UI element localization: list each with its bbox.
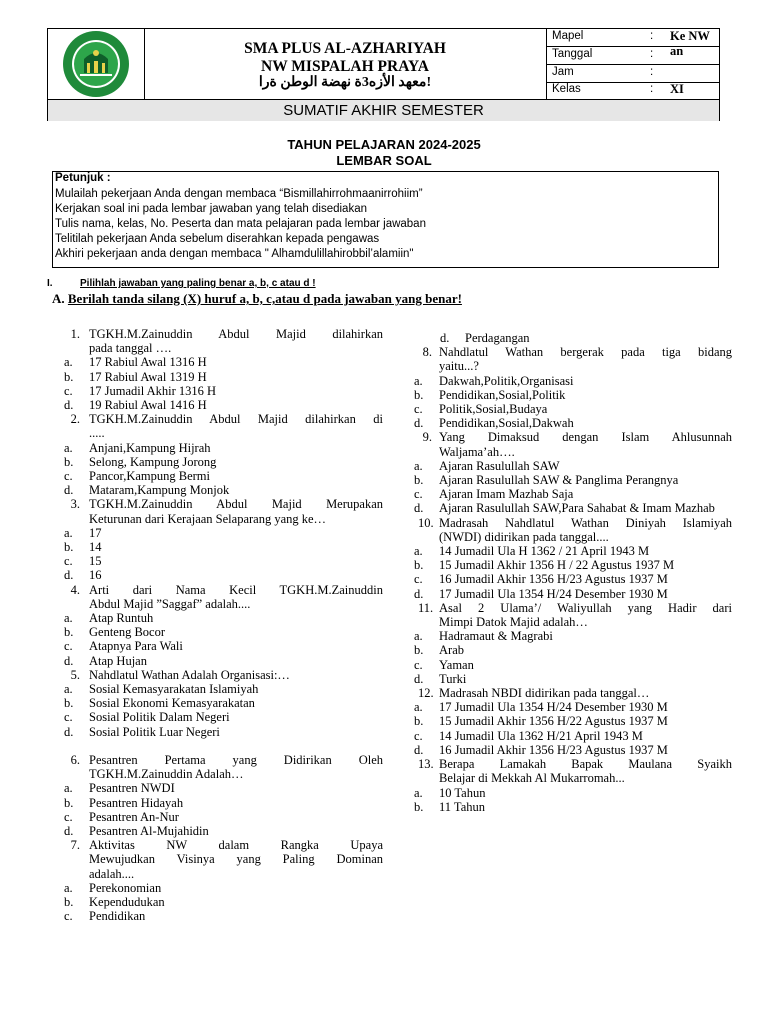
- option-letter: b.: [414, 714, 424, 729]
- option-letter: c.: [414, 402, 423, 417]
- question-text-line: Nahdlatul Wathan Adalah Organisasi:…: [89, 667, 290, 682]
- answer-option: [64, 383, 383, 398]
- answer-option: [414, 544, 732, 559]
- option-text: 17 Rabiul Awal 1316 H: [89, 355, 207, 370]
- option-letter: a.: [414, 373, 423, 388]
- answer-option: [64, 540, 383, 555]
- option-text: Atap Hujan: [89, 653, 147, 668]
- option-text: Pancor,Kampung Bermi: [89, 469, 211, 484]
- answer-option: [414, 416, 732, 431]
- answer-option: [64, 369, 383, 384]
- answer-option: [414, 742, 732, 757]
- answer-option: [64, 653, 383, 668]
- answer-option: [64, 823, 383, 838]
- answer-option: [414, 799, 732, 814]
- section-number: I.: [47, 278, 53, 289]
- option-text: 15 Jumadil Akhir 1356 H / 22 Agustus 1937 M: [439, 558, 675, 573]
- answer-option: [414, 487, 732, 502]
- option-text: Turki: [439, 671, 467, 686]
- info-row-tanggal: [546, 47, 720, 65]
- option-text: 17 Rabiul Awal 1319 H: [89, 369, 207, 384]
- option-text: Genteng Bocor: [89, 625, 166, 640]
- option-letter: a.: [64, 682, 73, 697]
- question-text-line: Berapa Lamakah Bapak Maulana Syaikh: [439, 757, 732, 772]
- school-name-line1: SMA PLUS AL-AZHARIYAH: [244, 40, 446, 57]
- option-letter: d.: [414, 501, 424, 516]
- instruction-line: Akhiri pekerjaan anda dengan membaca " Alhamdulillahirobbil’alamiin": [55, 248, 414, 260]
- instruction-line: Telitilah pekerjaan Anda sebelum diserahkan kepada pengawas: [55, 233, 380, 245]
- option-text: 17 Jumadil Ula 1354 H/24 Desember 1930 M: [439, 700, 668, 715]
- question-text-line: Waljama’ah….: [439, 444, 515, 459]
- answer-option: [64, 639, 383, 654]
- option-text: 15: [89, 554, 102, 569]
- info-colon: :: [650, 48, 654, 60]
- question-stem: [70, 412, 383, 440]
- question-item: [414, 515, 732, 601]
- question-text-line: Mimpi Datok Majid adalah…: [439, 615, 588, 630]
- option-text: 16 Jumadil Akhir 1356 H/23 Agustus 1937 M: [439, 742, 668, 757]
- answer-option: [64, 554, 383, 569]
- instructions-box: [52, 171, 719, 268]
- question-number: 10.: [418, 515, 434, 530]
- question-number: 13.: [418, 757, 434, 772]
- question-stem: [70, 668, 383, 682]
- option-text: Politik,Sosial,Budaya: [439, 402, 548, 417]
- question-text-line: TGKH.M.Zainuddin Adalah…: [89, 767, 244, 782]
- question-number: 7.: [70, 838, 80, 853]
- question-stem: [70, 327, 383, 355]
- option-letter: d.: [64, 398, 74, 413]
- option-text: Pendidikan: [89, 909, 146, 924]
- option-text: Sosial Kemasyarakatan Islamiyah: [89, 682, 259, 697]
- answer-option: [64, 682, 383, 697]
- option-letter: a.: [414, 544, 423, 559]
- question-text-line: Pesantren Pertama yang Didirikan Oleh: [89, 752, 383, 767]
- option-text: Ajaran Imam Mazhab Saja: [439, 487, 574, 502]
- question-item: [414, 686, 732, 757]
- school-name-line2: NW MISPALAH PRAYA: [261, 58, 429, 75]
- info-key: Mapel: [552, 30, 584, 42]
- option-letter: b.: [414, 558, 424, 573]
- question-text-line: Arti dari Nama Kecil TGKH.M.Zainuddin: [89, 582, 383, 597]
- question-text-line: Belajar di Mekkah Al Mukarromah...: [439, 771, 625, 786]
- spacer: [70, 739, 383, 753]
- option-text: 11 Tahun: [439, 799, 485, 814]
- question-number: 2.: [70, 412, 80, 427]
- option-letter: c.: [64, 554, 73, 569]
- option-text: Sosial Ekonomi Kemasyarakatan: [89, 696, 255, 711]
- option-letter: d.: [64, 483, 74, 498]
- option-text: Pesantren An-Nur: [89, 809, 179, 824]
- option-text: 10 Tahun: [439, 785, 486, 800]
- section-a-instruction: Berilah tanda silang (X) huruf a, b, c,atau d pada jawaban yang benar!: [67, 291, 462, 306]
- instruction-line: Tulis nama, kelas, No. Peserta dan mata pelajaran pada lembar jawaban: [55, 218, 426, 230]
- question-number: 8.: [422, 345, 432, 360]
- option-text: Sosial Politik Luar Negeri: [89, 724, 220, 739]
- option-text: Yaman: [439, 657, 474, 672]
- answer-option: [64, 398, 383, 413]
- question-item: [414, 600, 732, 686]
- question-text-line: pada tanggal ….: [89, 341, 172, 356]
- answer-option: [64, 781, 383, 796]
- answer-option: [64, 880, 383, 895]
- answer-option: [64, 625, 383, 640]
- answer-option: [64, 696, 383, 711]
- question-item: [64, 752, 383, 838]
- question-text-line: TGKH.M.Zainuddin Abdul Majid Merupakan: [89, 497, 383, 512]
- option-text: Hadramaut & Magrabi: [439, 629, 553, 644]
- option-letter: a.: [64, 440, 73, 455]
- answer-option: [414, 657, 732, 672]
- question-text-line: Yang Dimaksud dengan Islam Ahlusunnah: [439, 430, 732, 445]
- answer-option: [414, 558, 732, 573]
- question-stem: [418, 516, 732, 544]
- info-row-jam: [546, 65, 720, 83]
- answer-option: [414, 785, 732, 800]
- option-text: 14 Jumadil Ula H 1362 / 21 April 1943 M: [439, 544, 650, 559]
- option-letter: a.: [414, 785, 423, 800]
- option-letter: a.: [64, 781, 73, 796]
- question-text-line: Nahdlatul Wathan bergerak pada tiga bidang: [439, 345, 732, 360]
- question-number: 5.: [70, 667, 80, 682]
- instructions-title: Petunjuk :: [55, 172, 111, 184]
- answer-option: [64, 909, 383, 924]
- answer-option: [414, 643, 732, 658]
- question-text-line: Abdul Majid ”Saggaf” adalah....: [89, 596, 251, 611]
- answer-option: [414, 728, 732, 743]
- answer-option: [414, 629, 732, 644]
- option-letter: b.: [414, 799, 424, 814]
- answer-option: [64, 440, 383, 455]
- logo-cell: [48, 29, 145, 99]
- question-stem: [70, 753, 383, 781]
- option-text: 16 Jumadil Akhir 1356 H/23 Agustus 1937 M: [439, 572, 668, 587]
- question-number: 4.: [70, 582, 80, 597]
- question-text-line: Madrasah NBDI didirikan pada tanggal…: [439, 686, 650, 701]
- question-item: [414, 430, 732, 516]
- answer-option: [414, 586, 732, 601]
- option-letter: c.: [414, 657, 423, 672]
- question-number: 1.: [70, 327, 80, 341]
- option-letter: d.: [64, 823, 74, 838]
- option-text: 14 Jumadil Ula 1362 H/21 April 1943 M: [439, 728, 643, 743]
- question-text-line: Aktivitas NW dalam Rangka Upaya: [89, 838, 383, 853]
- option-text: Pendidikan,Sosial,Politik: [439, 387, 566, 402]
- answer-option: [64, 894, 383, 909]
- instruction-line: Mulailah pekerjaan Anda dengan membaca “Bismillahirrohmaanirrohiim”: [55, 188, 423, 200]
- question-number: 11.: [418, 600, 434, 615]
- option-text: Atap Runtuh: [89, 611, 154, 626]
- option-letter: c.: [64, 909, 73, 924]
- question-item: [64, 412, 383, 498]
- option-letter: d.: [414, 586, 424, 601]
- answer-option: [414, 714, 732, 729]
- option-text: Pesantren Al-Mujahidin: [89, 823, 209, 838]
- answer-option: [64, 568, 383, 583]
- sheet-title: LEMBAR SOAL: [336, 153, 432, 168]
- option-letter: d.: [64, 568, 74, 583]
- option-text: 15 Jumadil Akhir 1356 H/22 Agustus 1937 M: [439, 714, 668, 729]
- answer-option: [64, 483, 383, 498]
- info-key: Kelas: [552, 83, 581, 95]
- option-letter: c.: [64, 469, 73, 484]
- exam-info-cell: [546, 29, 720, 99]
- option-letter: a.: [414, 629, 423, 644]
- answer-option: [414, 572, 732, 587]
- answer-option: [414, 373, 732, 388]
- question-text-line: TGKH.M.Zainuddin Abdul Majid dilahirkan: [89, 327, 383, 341]
- option-letter: d.: [414, 671, 424, 686]
- option-text: Pendidikan,Sosial,Dakwah: [439, 416, 574, 431]
- option-letter: d.: [414, 742, 424, 757]
- answer-option: [64, 469, 383, 484]
- info-colon: :: [650, 66, 654, 78]
- answer-option: [414, 671, 732, 686]
- academic-year-title: TAHUN PELAJARAN 2024-2025: [287, 137, 481, 152]
- option-letter: c.: [64, 809, 73, 824]
- answer-option: [414, 402, 732, 417]
- question-stem: [418, 345, 732, 373]
- question-item: [64, 497, 383, 583]
- question-stem: [70, 838, 383, 881]
- option-text: 17: [89, 525, 102, 540]
- option-letter: a.: [64, 880, 73, 895]
- answer-option: [414, 700, 732, 715]
- option-letter: b.: [64, 540, 74, 555]
- school-name-arabic: معهد الأزه3ة نهضة الوطن ةرا!: [258, 75, 432, 90]
- option-letter: d.: [64, 653, 74, 668]
- question-text-line: Asal 2 Ulama’/ Waliyullah yang Hadir dari: [439, 600, 732, 615]
- option-letter: a.: [414, 700, 423, 715]
- exam-title-bar: SUMATIF AKHIR SEMESTER: [48, 99, 719, 121]
- section-a-heading: [52, 291, 462, 307]
- option-letter: c.: [64, 710, 73, 725]
- answer-option: [414, 387, 732, 402]
- option-text: Anjani,Kampung Hijrah: [89, 440, 211, 455]
- question-stem: [418, 757, 732, 785]
- option-letter: d.: [440, 331, 450, 345]
- answer-option: [64, 724, 383, 739]
- option-letter: b.: [64, 625, 74, 640]
- answer-option: [64, 454, 383, 469]
- option-text: Sosial Politik Dalam Negeri: [89, 710, 230, 725]
- option-text: Kependudukan: [89, 894, 165, 909]
- answer-option: [64, 355, 383, 370]
- option-text: Perdagangan: [465, 331, 530, 345]
- option-letter: b.: [64, 795, 74, 810]
- option-text: Dakwah,Politik,Organisasi: [439, 373, 574, 388]
- question-number: 6.: [70, 752, 80, 767]
- section-instruction: Pilihlah jawaban yang paling benar a, b, c atau d !: [80, 278, 316, 289]
- option-letter: c.: [64, 383, 73, 398]
- option-text: Pesantren NWDI: [89, 781, 175, 796]
- option-letter: c.: [414, 487, 423, 502]
- school-name-cell: [144, 29, 547, 99]
- option-text: Atapnya Para Wali: [89, 639, 183, 654]
- question-text-line: yaitu...?: [439, 359, 479, 374]
- info-value: Ke NW an: [670, 29, 710, 58]
- question-item: [64, 838, 383, 924]
- right-question-column: [414, 331, 732, 814]
- question-text-line: (NWDI) didirikan pada tanggal....: [439, 529, 609, 544]
- question-text-line: .....: [89, 426, 105, 441]
- answer-option: [64, 795, 383, 810]
- question-text-line: Keturunan dari Kerajaan Selaparang yang ke…: [89, 511, 327, 526]
- question-text-line: adalah....: [89, 866, 135, 881]
- option-letter: c.: [414, 728, 423, 743]
- question-stem: [418, 686, 732, 700]
- question-text-line: Madrasah Nahdlatul Wathan Diniyah Islamiyah: [439, 515, 732, 530]
- option-letter: c.: [414, 572, 423, 587]
- option-letter: b.: [414, 473, 424, 488]
- header-table: [47, 28, 720, 121]
- question-item: [64, 327, 383, 413]
- option-text: 17 Jumadil Akhir 1316 H: [89, 383, 217, 398]
- question-item: [64, 667, 383, 739]
- question-item: [64, 582, 383, 668]
- question-stem: [70, 583, 383, 611]
- option-text: Selong, Kampung Jorong: [89, 454, 217, 469]
- option-text: Arab: [439, 643, 464, 658]
- answer-option: [418, 331, 732, 345]
- answer-option: [414, 501, 732, 516]
- question-stem: [418, 601, 732, 629]
- info-key: Jam: [552, 66, 574, 78]
- answer-option: [64, 809, 383, 824]
- option-letter: b.: [64, 454, 74, 469]
- option-letter: a.: [64, 611, 73, 626]
- option-text: 14: [89, 540, 102, 555]
- option-letter: a.: [414, 458, 423, 473]
- option-text: 17 Jumadil Ula 1354 H/24 Desember 1930 M: [439, 586, 668, 601]
- question-text-line: TGKH.M.Zainuddin Abdul Majid dilahirkan di: [89, 412, 383, 427]
- option-letter: c.: [64, 639, 73, 654]
- info-colon: :: [650, 83, 654, 95]
- option-text: Mataram,Kampung Monjok: [89, 483, 230, 498]
- option-text: 19 Rabiul Awal 1416 H: [89, 398, 207, 413]
- option-text: 16: [89, 568, 102, 583]
- answer-option: [64, 611, 383, 626]
- school-logo-icon: [48, 29, 144, 99]
- option-letter: b.: [64, 369, 74, 384]
- info-value: XI: [670, 82, 684, 96]
- question-number: 9.: [422, 430, 432, 445]
- question-item: [414, 345, 732, 431]
- section-a-label: A.: [52, 291, 65, 306]
- question-stem: [418, 430, 732, 458]
- option-letter: b.: [414, 643, 424, 658]
- question-stem: [70, 497, 383, 525]
- option-letter: b.: [414, 387, 424, 402]
- option-text: Ajaran Rasulullah SAW,Para Sahabat & Imam Mazhab: [439, 501, 715, 516]
- question-number: 3.: [70, 497, 80, 512]
- option-text: Ajaran Rasulullah SAW: [439, 458, 560, 473]
- answer-option: [414, 458, 732, 473]
- instruction-line: Kerjakan soal ini pada lembar jawaban yang telah disediakan: [55, 203, 367, 215]
- option-letter: a.: [64, 355, 73, 370]
- option-text: Pesantren Hidayah: [89, 795, 184, 810]
- info-colon: :: [650, 30, 654, 42]
- option-text: Perekonomian: [89, 880, 162, 895]
- option-letter: a.: [64, 525, 73, 540]
- answer-option: [414, 473, 732, 488]
- option-letter: b.: [64, 696, 74, 711]
- question-item: [414, 757, 732, 814]
- info-key: Tanggal: [552, 48, 593, 60]
- option-letter: d.: [414, 416, 424, 431]
- answer-option: [64, 710, 383, 725]
- option-letter: b.: [64, 894, 74, 909]
- left-question-column: [64, 327, 383, 924]
- info-row-kelas: [546, 82, 720, 99]
- answer-option: [64, 525, 383, 540]
- question-number: 12.: [418, 686, 434, 701]
- option-text: Ajaran Rasulullah SAW & Panglima Perangnya: [439, 473, 679, 488]
- question-text-line: Mewujudkan Visinya yang Paling Dominan: [89, 852, 383, 867]
- option-letter: d.: [64, 724, 74, 739]
